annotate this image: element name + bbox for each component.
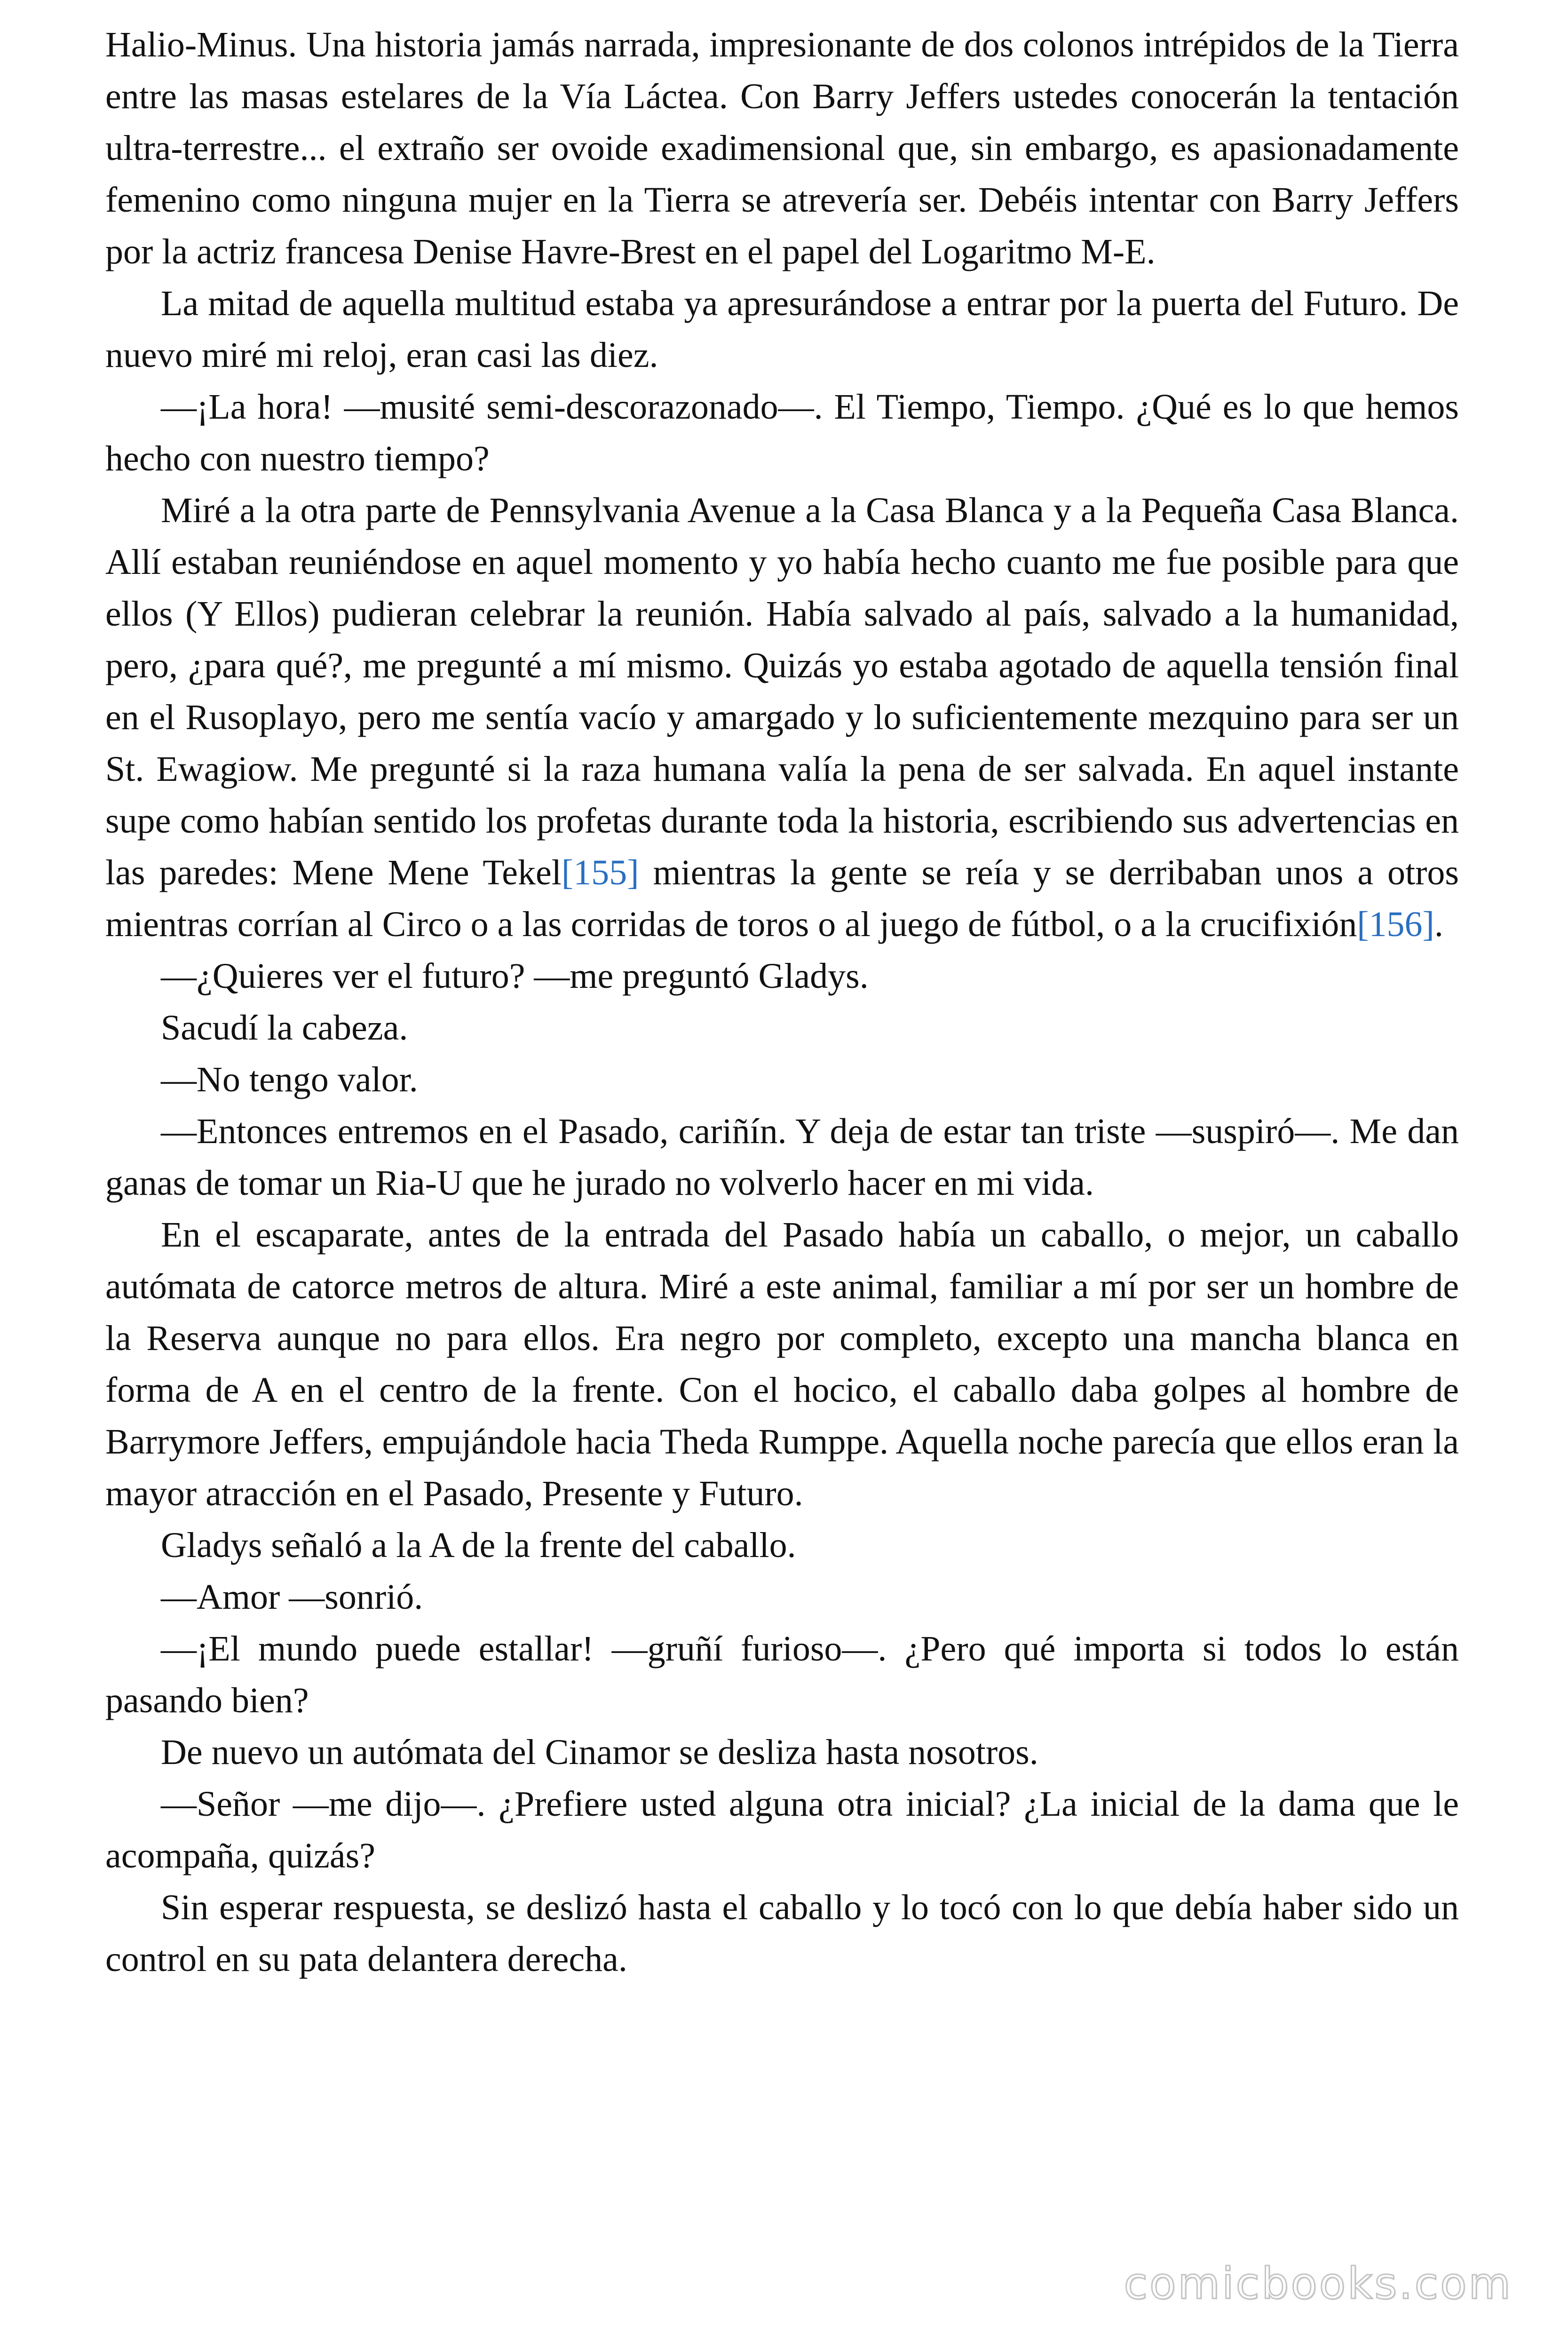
paragraph bbox=[105, 278, 1459, 381]
paragraph-text: Sin esperar respuesta, se deslizó hasta el caballo y lo tocó con lo que debía haber sido un control en su pata delantera derecha. bbox=[105, 1888, 1459, 1979]
paragraph-text: —Señor —me dijo—. ¿Prefiere usted alguna otra inicial? ¿La inicial de la dama que le acompaña, quizás? bbox=[105, 1784, 1459, 1875]
paragraph-text: —¡El mundo puede estallar! —gruñí furioso—. ¿Pero qué importa si todos lo están pasando bien? bbox=[105, 1629, 1459, 1720]
book-page-text bbox=[105, 19, 1459, 1985]
paragraph-text: Miré a la otra parte de Pennsylvania Avenue a la Casa Blanca y a la Pequeña Casa Blanca. Allí estaban reuniéndose en aquel momento y yo había hecho cuanto me fue posible para que ellos (Y Ellos) pudieran celebrar la reunión. Había salvado al país, salvado a la humanidad, pero, ¿para qué?, me pregunté a mí mismo. Quizás yo estaba agotado de aquella tensión final en el Rusoplayo, pero me sentía vacío y amargado y lo suficientemente mezquino para ser un St. Ewagiow. Me pregunté si la raza humana valía la pena de ser salvada. En aquel instante supe como habían sentido los profetas durante toda la historia, escribiendo sus advertencias en las paredes: Mene Mene Tekel bbox=[105, 491, 1459, 892]
paragraph-text: De nuevo un autómata del Cinamor se desliza hasta nosotros. bbox=[161, 1732, 1038, 1772]
paragraph-text: La mitad de aquella multitud estaba ya apresurándose a entrar por la puerta del Futuro. De nuevo miré mi reloj, eran casi las diez. bbox=[105, 284, 1459, 375]
paragraph-text: Sacudí la cabeza. bbox=[161, 1008, 408, 1048]
paragraph bbox=[105, 950, 1459, 1002]
paragraph bbox=[105, 1571, 1459, 1623]
paragraph-text: —Amor —sonrió. bbox=[161, 1577, 423, 1617]
paragraph-text: . bbox=[1434, 905, 1443, 944]
paragraph-text: Gladys señaló a la A de la frente del caballo. bbox=[161, 1526, 796, 1565]
paragraph bbox=[105, 1623, 1459, 1726]
paragraph bbox=[105, 19, 1459, 278]
footnote-link[interactable]: [156] bbox=[1357, 905, 1434, 944]
watermark: comicbooks.com bbox=[1124, 2258, 1513, 2309]
paragraph bbox=[105, 1054, 1459, 1105]
paragraph bbox=[105, 381, 1459, 485]
paragraph bbox=[105, 1778, 1459, 1882]
paragraph-text: En el escaparate, antes de la entrada del Pasado había un caballo, o mejor, un caballo autómata de catorce metros de altura. Miré a este animal, familiar a mí por ser un hombre de la Reserva aunque no para ellos. Era negro por completo, excepto una mancha blanca en forma de A en el centro de la frente. Con el hocico, el caballo daba golpes al hombre de Barrymore Jeffers, empujándole hacia Theda Rumppe. Aquella noche parecía que ellos eran la mayor atracción en el Pasado, Presente y Futuro. bbox=[105, 1215, 1459, 1513]
paragraph-text: —Entonces entremos en el Pasado, cariñín. Y deja de estar tan triste —suspiró—. Me dan ganas de tomar un Ria-U que he jurado no volverlo hacer en mi vida. bbox=[105, 1112, 1459, 1203]
footnote-link[interactable]: [155] bbox=[561, 853, 639, 892]
paragraph bbox=[105, 1726, 1459, 1778]
paragraph-text: mientras la gente se reía y se derribaban unos a otros mientras corrían al Circo o a las corridas de toros o al juego de fútbol, o a la crucifixión bbox=[105, 853, 1459, 944]
paragraph-text: —No tengo valor. bbox=[161, 1060, 418, 1099]
paragraph-text: —¿Quieres ver el futuro? —me preguntó Gladys. bbox=[161, 956, 869, 996]
paragraph bbox=[105, 1209, 1459, 1519]
paragraph bbox=[105, 1002, 1459, 1054]
paragraph-text: Halio-Minus. Una historia jamás narrada, impresionante de dos colonos intrépidos de la Tierra entre las masas estelares de la Vía Láctea. Con Barry Jeffers ustedes conocerán la tentación ultra-terrestre... el extraño ser ovoide exadimensional que, sin embargo, es apasionadamente femenino como ninguna mujer en la Tierra se atrevería ser. Debéis intentar con Barry Jeffers por la actriz francesa Denise Havre-Brest en el papel del Logaritmo M-E. bbox=[105, 25, 1459, 271]
paragraph bbox=[105, 1105, 1459, 1209]
paragraph bbox=[105, 485, 1459, 950]
paragraph-text: —¡La hora! —musité semi-descorazonado—. El Tiempo, Tiempo. ¿Qué es lo que hemos hecho con nuestro tiempo? bbox=[105, 387, 1459, 478]
paragraph bbox=[105, 1882, 1459, 1985]
paragraph bbox=[105, 1519, 1459, 1571]
